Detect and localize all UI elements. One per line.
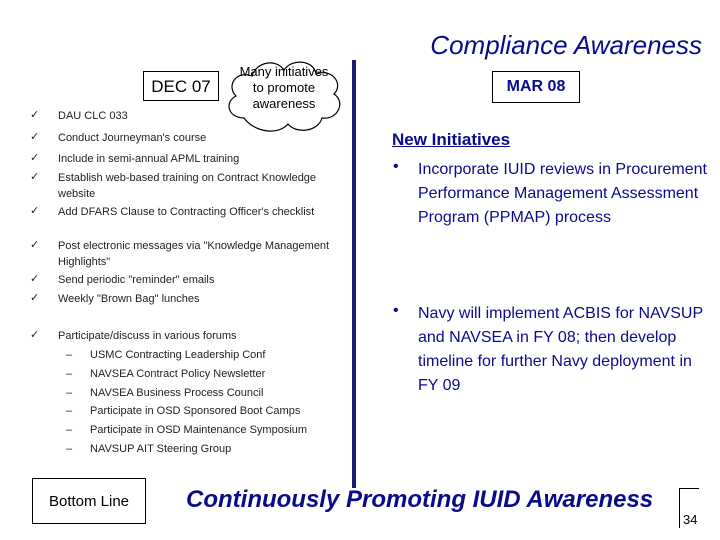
checklist-item-text: Send periodic "reminder" emails xyxy=(58,274,215,286)
mar-08-label: MAR 08 xyxy=(492,71,580,103)
initiative-text: Navy will implement ACBIS for NAVSUP and NAVSEA in FY 08; then develop timeline for further Navy deployment in FY 09 xyxy=(418,305,703,394)
check-icon: ✓ xyxy=(30,292,40,304)
checklist-item-text: Participate/discuss in various forums xyxy=(58,330,237,342)
forum-item-text: Participate in OSD Sponsored Boot Camps xyxy=(90,405,301,417)
column-divider xyxy=(352,60,356,488)
check-icon: ✓ xyxy=(30,131,40,143)
forum-item-text: USMC Contracting Leadership Conf xyxy=(90,349,266,361)
slide-title: Compliance Awareness xyxy=(430,30,702,60)
bullet-icon: • xyxy=(393,302,399,319)
page-number: 34 xyxy=(683,512,698,527)
dash-icon: – xyxy=(66,368,73,380)
checklist-item-text: Include in semi-annual APML training xyxy=(58,153,240,165)
cloud-callout-text: Many initiatives to promote awareness xyxy=(239,64,329,111)
bullet-icon: • xyxy=(393,158,399,175)
check-icon: ✓ xyxy=(30,205,40,217)
forum-item-text: NAVSEA Business Process Council xyxy=(90,387,264,399)
dash-icon: – xyxy=(66,349,73,361)
new-initiatives-heading: New Initiatives xyxy=(392,130,511,149)
check-icon: ✓ xyxy=(30,109,40,121)
check-icon: ✓ xyxy=(30,329,40,341)
check-icon: ✓ xyxy=(30,152,40,164)
tagline: Continuously Promoting IUID Awareness xyxy=(186,486,654,513)
dash-icon: – xyxy=(66,443,73,455)
check-icon: ✓ xyxy=(30,273,40,285)
checklist-item-text: Establish web-based training on Contract Knowledge website xyxy=(58,172,317,200)
initiative-text: Incorporate IUID reviews in Procurement Performance Management Assessment Program (PPMAP) process xyxy=(418,161,707,226)
dash-icon: – xyxy=(66,424,73,436)
checklist-item-text: Conduct Journeyman's course xyxy=(58,132,207,144)
checklist-item-text: Post electronic messages via "Knowledge Management Highlights" xyxy=(58,240,330,268)
forum-item-text: NAVSEA Contract Policy Newsletter xyxy=(90,368,266,380)
check-icon: ✓ xyxy=(30,239,40,251)
checklist-item-text: DAU CLC 033 xyxy=(58,110,128,122)
forum-item-text: NAVSUP AIT Steering Group xyxy=(90,443,232,455)
forum-item-text: Participate in OSD Maintenance Symposium xyxy=(90,424,308,436)
dash-icon: – xyxy=(66,405,73,417)
checklist-item-text: Add DFARS Clause to Contracting Officer's checklist xyxy=(58,206,315,218)
dash-icon: – xyxy=(66,387,73,399)
dec-07-label: DEC 07 xyxy=(143,71,219,101)
bottom-line-label: Bottom Line xyxy=(32,478,146,524)
check-icon: ✓ xyxy=(30,171,40,183)
checklist-item-text: Weekly "Brown Bag" lunches xyxy=(58,293,200,305)
